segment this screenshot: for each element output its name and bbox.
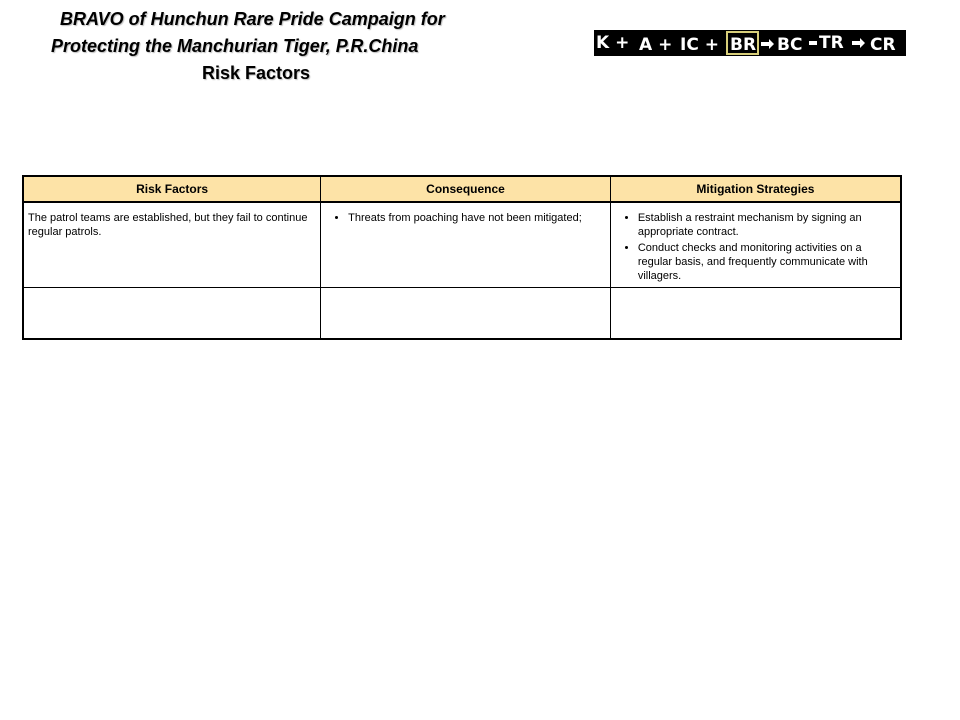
theory-of-change-formula (594, 30, 906, 56)
mitigation-item: • Establish a restraint mechanism by signing an appropriate contract. (638, 211, 894, 239)
mitigation-cell (610, 288, 901, 340)
formula-ic: IC + (680, 35, 719, 55)
mitigation-item: • Conduct checks and monitoring activities on a regular basis, and frequently communicate with villagers. (638, 241, 894, 283)
formula-cr: CR (870, 35, 896, 55)
risk-factors-table (22, 175, 902, 340)
formula-br: BR (730, 35, 757, 55)
risk-cell (23, 288, 321, 340)
formula-tr: TR (819, 33, 844, 53)
risk-cell (23, 202, 321, 288)
table-row (23, 288, 901, 340)
consequence-item: • Threats from poaching have not been mitigated; (348, 211, 604, 225)
risk-text: The patrol teams are established, but they fail to continue regular patrols. (28, 212, 308, 238)
column-header-consequence: Consequence (321, 176, 611, 202)
column-header-risk-factors: Risk Factors (23, 176, 321, 202)
title-line-2: Protecting the Manchurian Tiger, P.R.China (51, 36, 419, 56)
consequence-cell (321, 202, 611, 288)
formula-a: A + (639, 35, 673, 55)
arrow-right-icon (852, 38, 865, 48)
arrow-right-icon (761, 39, 774, 49)
mitigation-cell (610, 202, 901, 288)
title-line-1: BRAVO of Hunchun Rare Pride Campaign for (60, 9, 445, 29)
column-header-mitigation: Mitigation Strategies (610, 176, 901, 202)
formula-bc: BC (777, 35, 803, 55)
page-title: Risk Factors (202, 63, 311, 83)
formula-k: K + (596, 33, 630, 53)
table-row (23, 202, 901, 288)
consequence-cell (321, 288, 611, 340)
table-header-row (23, 176, 901, 202)
dash-icon (809, 41, 817, 45)
